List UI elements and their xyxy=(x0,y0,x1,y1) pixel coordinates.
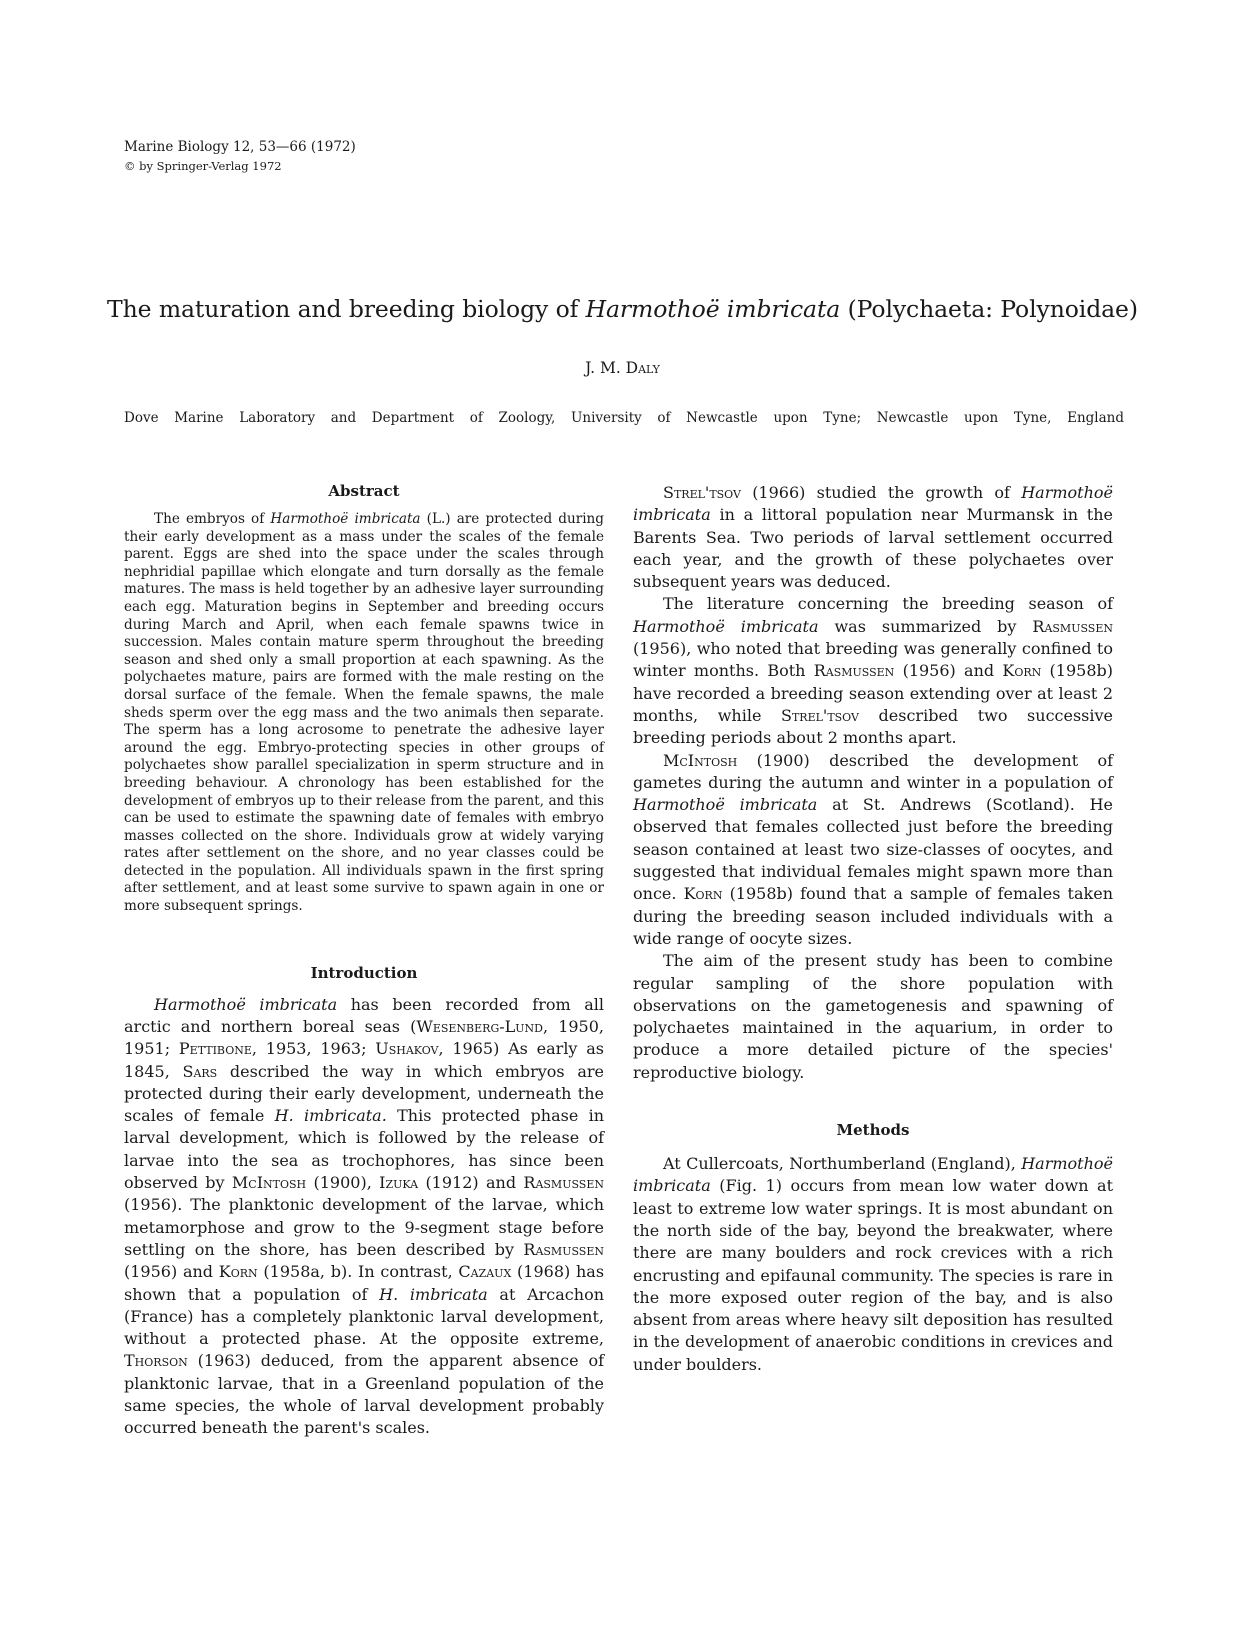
copyright-line: © by Springer-Verlag 1972 xyxy=(124,159,282,173)
title-species: Harmothoë imbricata xyxy=(585,295,841,323)
title-suffix: (Polychaeta: Polynoidae) xyxy=(847,295,1138,323)
right-column xyxy=(633,482,1113,1376)
title-prefix: The maturation and breeding biology of xyxy=(107,295,579,323)
author-name: J. M. Daly xyxy=(585,359,660,377)
affiliation: Dove Marine Laboratory and Department of Zoology, University of Newcastle upon Tyne; Newcastle upon Tyne, England xyxy=(124,410,1124,426)
journal-citation: Marine Biology 12, 53—66 (1972) xyxy=(124,139,356,155)
introduction-paragraph-1: Harmothoë imbricata has been recorded from all arctic and northern boreal seas (Wesenberg-Lund, 1950, 1951; Pettibone, 1953, 1963; Ushakov, 1965) As early as 1845, Sars described the way in which embryos are protected during their early development, underneath the scales of female H. imbricata. This protected phase in larval development, which is followed by the release of larvae into the sea as trochophores, has since been observed by McIntosh (1900), Izuka (1912) and Rasmussen (1956). The planktonic development of the larvae, which metamorphose and grow to the 9-segment stage before settling on the shore, has been described by Rasmussen (1956) and Korn (1958a, b). In contrast, Cazaux (1968) has shown that a population of H. imbricata at Arcachon (France) has a completely planktonic larval development, without a protected phase. At the opposite extreme, Thorson (1963) deduced, from the apparent absence of planktonic larvae, that in a Greenland population of the same species, the whole of larval development probably occurred beneath the parent's scales. xyxy=(124,994,605,1438)
abstract-heading: Abstract xyxy=(328,482,400,500)
journal-header xyxy=(124,138,356,176)
methods-paragraph-1: At Cullercoats, Northumberland (England), Harmothoë imbricata (Fig. 1) occurs from mean low water down at least to extreme low water springs. It is most abundant on the north side of the bay, beyond the breakwater, where there are many boulders and rock crevices with a rich encrusting and epifaunal community. The species is rare in the more exposed outer region of the bay, and is also absent from areas where heavy silt deposition has resulted in the development of anaerobic conditions in crevices and under boulders. xyxy=(633,1154,1114,1374)
introduction-paragraph-3: The literature concerning the breeding season of Harmothoë imbricata was summarized by Rasmussen (1956), who noted that breeding was generally confined to winter months. Both Rasmussen (1956) and Korn (1958b) have recorded a breeding season extending over at least 2 months, while Strel'tsov described two successive breeding periods about 2 months apart. xyxy=(633,594,1113,748)
left-column xyxy=(124,482,604,1440)
introduction-paragraph-5: The aim of the present study has been to combine regular sampling of the shore population with observations on the gametogenesis and spawning of polychaetes maintained in the aquarium, in order to produce a more detailed picture of the species' reproductive biology. xyxy=(633,951,1113,1082)
abstract-text: The embryos of Harmothoë imbricata (L.) are protected during their early development as a mass under the scales of the female parent. Eggs are shed into the space under the scales through nephridial papillae which elongate and turn dorsally as the female matures. The mass is held together by an adhesive layer surrounding each egg. Maturation begins in September and breeding occurs during March and April, when each female spawns twice in succession. Males contain mature sperm throughout the breeding season and shed only a small proportion at each spawning. As the polychaetes mature, pairs are formed with the male resting on the dorsal surface of the female. When the female spawns, the male sheds sperm over the egg mass and the two animals then separate. The sperm has a long acrosome to penetrate the adhesive layer around the egg. Embryo-protecting species in other groups of polychaetes show parallel specialization in sperm structure and in breeding behaviour. A chronology has been established for the development of embryos up to their release from the parent, and this can be used to estimate the spawning date of females with embryo masses collected on the shore. Individuals grow at widely varying rates after settlement on the shore, and no year classes could be detected in the population. All individuals spawn in the first spring after settlement, and at least some survive to spawn again in one or more subsequent springs. xyxy=(124,511,605,915)
introduction-paragraph-2: Strel'tsov (1966) studied the growth of Harmothoë imbricata in a littoral population near Murmansk in the Barents Sea. Two periods of larval settlement occurred each year, and the growth of these polychaetes over subsequent years was deduced. xyxy=(633,483,1113,592)
introduction-heading: Introduction xyxy=(310,963,418,982)
methods-heading: Methods xyxy=(836,1121,910,1140)
introduction-paragraph-4: McIntosh (1900) described the development of gametes during the autumn and winter in a population of Harmothoë imbricata at St. Andrews (Scotland). He observed that females collected just before the breeding season contained at least two size-classes of oocytes, and suggested that individual females might spawn more than once. Korn (1958b) found that a sample of females taken during the breeding season included individuals with a wide range of oocyte sizes. xyxy=(633,750,1113,948)
paper-title xyxy=(0,295,1245,323)
